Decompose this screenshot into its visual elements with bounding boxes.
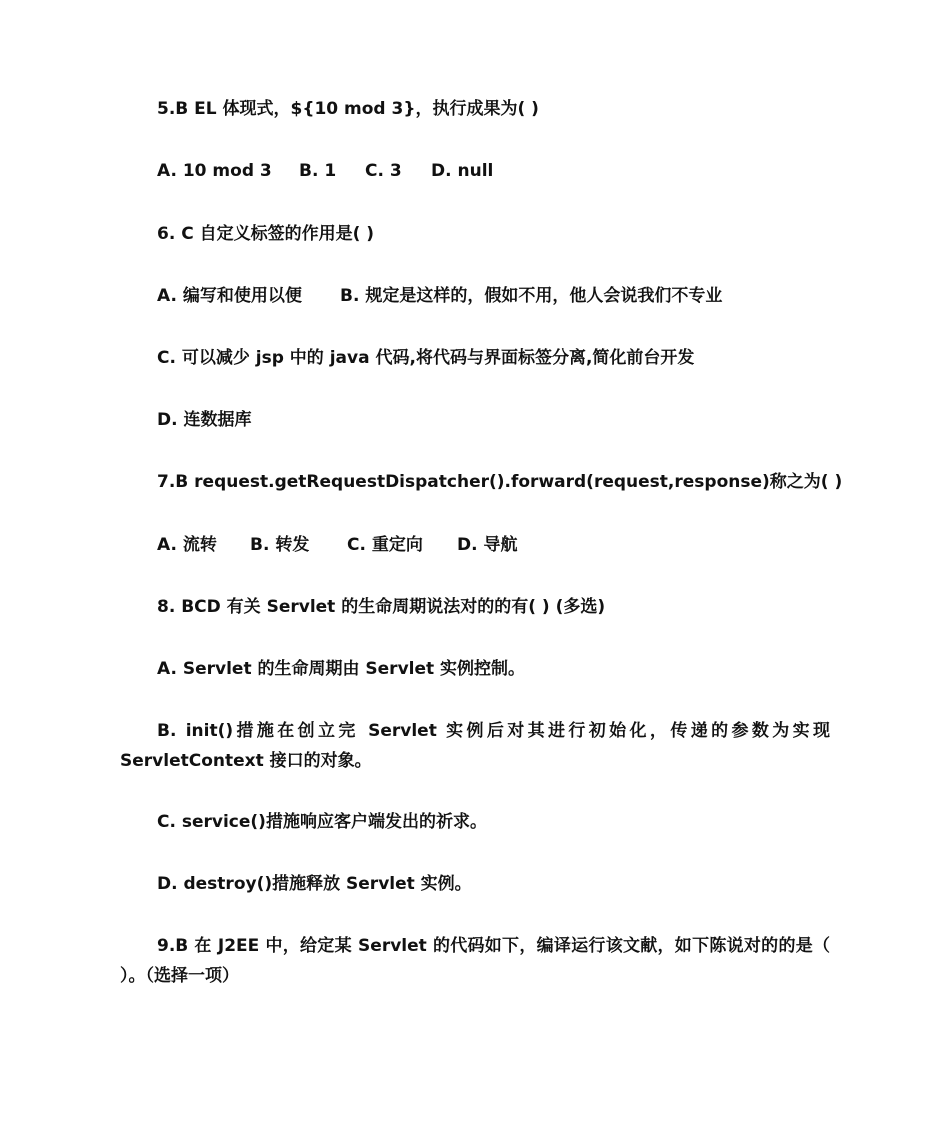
question-9: 9.B 在 J2EE 中，给定某 Servlet 的代码如下，编译运行该文献，如下陈说对的的是（ ）。（选择一项） xyxy=(120,936,830,986)
question-6-option-c: C. 可以减少 jsp 中的 java 代码,将代码与界面标签分离,简化前台开发 xyxy=(157,348,695,368)
option-c: C. 重定向 xyxy=(347,535,423,555)
question-8-option-c: C. service()措施响应客户端发出的祈求。 xyxy=(157,812,487,832)
option-d: D. null xyxy=(431,161,494,181)
option-a: A. 流转 xyxy=(157,535,217,555)
question-7-options xyxy=(157,534,838,556)
question-5: 5.B EL 体现式，${10 mod 3}，执行成果为( ) xyxy=(157,99,539,119)
question-6-options-ab xyxy=(157,285,838,307)
question-5-options xyxy=(157,160,838,182)
question-7: 7.B request.getRequestDispatcher().forward(request,response)称之为( ) xyxy=(157,472,843,492)
option-a: A. 编写和使用以便 xyxy=(157,286,302,306)
question-8-option-a: A. Servlet 的生命周期由 Servlet 实例控制。 xyxy=(157,659,526,679)
option-b: B. 1 xyxy=(299,161,337,181)
option-d: D. 导航 xyxy=(457,535,518,555)
question-8: 8. BCD 有关 Servlet 的生命周期说法对的的有( ) (多选) xyxy=(157,597,606,617)
option-b: B. 转发 xyxy=(250,535,310,555)
option-a: A. 10 mod 3 xyxy=(157,161,272,181)
question-6: 6. C 自定义标签的作用是( ) xyxy=(157,224,375,244)
question-8-option-d: D. destroy()措施释放 Servlet 实例。 xyxy=(157,874,472,894)
option-b: B. 规定是这样的，假如不用，他人会说我们不专业 xyxy=(340,286,723,306)
question-8-option-b: B. init()措施在创立完 Servlet 实例后对其进行初始化，传递的参数为实现 ServletContext 接口的对象。 xyxy=(120,721,830,771)
question-6-option-d: D. 连数据库 xyxy=(157,410,252,430)
option-c: C. 3 xyxy=(365,161,402,181)
